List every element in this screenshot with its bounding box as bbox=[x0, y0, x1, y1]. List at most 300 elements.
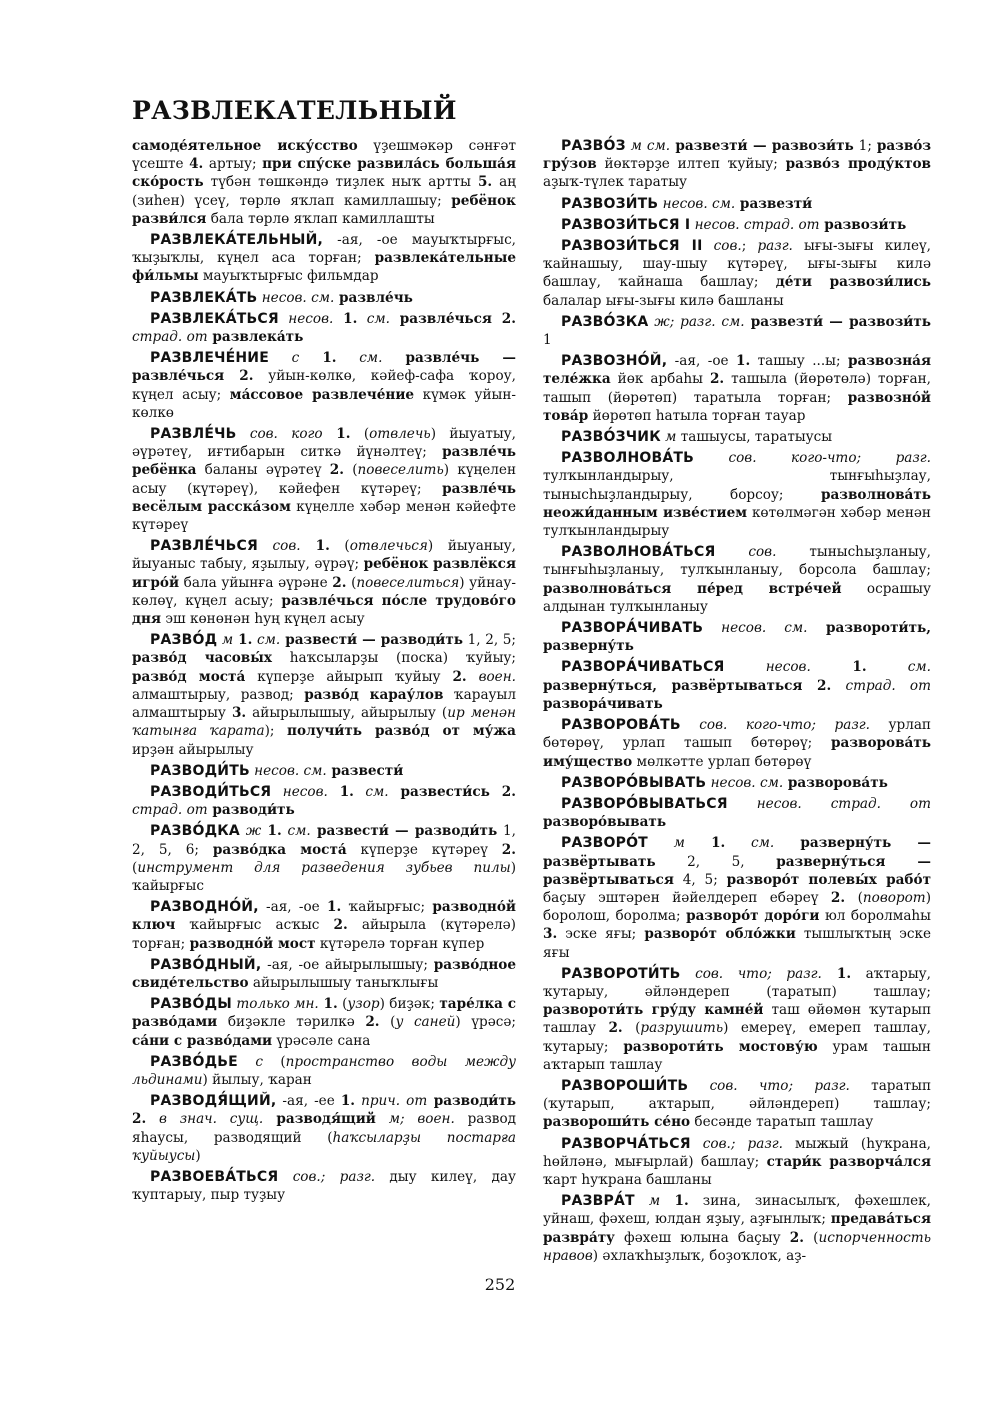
entry-headword: РАЗВО́ЗКА bbox=[561, 313, 649, 330]
entry-text: только мн. bbox=[232, 996, 319, 1013]
entry-text: разво́д карау́лов bbox=[304, 686, 444, 703]
entry-text: разверну́ть — развёртывать bbox=[543, 835, 932, 870]
entry-text: аң (зиһен) үсеү, төрлө яҡлап камиллашыу; bbox=[132, 174, 516, 209]
entry-text: развле́чься 2. bbox=[389, 310, 516, 327]
entry-text: 4. bbox=[189, 156, 204, 173]
entry-text: развести́ bbox=[326, 762, 404, 779]
entry-text: развозно́й това́р bbox=[543, 389, 931, 424]
entry-text: тышлыҡтың эске яғы bbox=[543, 926, 931, 961]
entry-text: ма́ссовое развлече́ние bbox=[229, 386, 415, 403]
entry-text: 1; bbox=[853, 138, 877, 154]
entry-text: һаҡсыларҙы (поска) ҡуйыу; bbox=[271, 650, 516, 667]
entry-text: ташыла (йөрөтөлә) торған, ташып (йөрөтөп) таратыла торған; bbox=[543, 371, 932, 406]
entry-text: см. bbox=[336, 350, 383, 367]
entry-text: аҙыҡ-түлек таратыу bbox=[543, 174, 688, 191]
entry-text: алмаштырыу, развод; bbox=[132, 686, 305, 703]
dictionary-entry bbox=[543, 195, 931, 213]
entry-text: ҡарт һуҡрана башланы bbox=[543, 1171, 712, 1188]
entry-headword: РАЗВОДИ́ТЬ bbox=[150, 762, 250, 779]
entry-text: 1. bbox=[736, 353, 751, 370]
entry-text: 2. bbox=[789, 1229, 804, 1246]
entry-text: ) йыуаныу, йыуаныс табыу, яҙылыу, әүрәү; bbox=[132, 538, 516, 573]
entry-headword: РАЗВО́ДНЫЙ, bbox=[150, 956, 262, 973]
dictionary-entry bbox=[132, 631, 516, 758]
entry-text: несов. см. bbox=[249, 762, 327, 779]
entry-text: артыу; bbox=[203, 156, 263, 173]
entry-text: с bbox=[237, 1053, 263, 1070]
entry-text: осрашыу алдынан тулҡынланыу bbox=[543, 580, 931, 615]
dictionary-entry bbox=[543, 137, 931, 192]
entry-text: развлека́тельные фи́льмы bbox=[132, 250, 516, 285]
entry-text: развезти́ — развози́ть bbox=[744, 313, 931, 330]
entry-headword: РАЗВОЗИ́ТЬСЯ II bbox=[561, 238, 703, 255]
entry-text: поворот bbox=[862, 889, 926, 906]
entry-text: күмәк уйын-көлкө bbox=[132, 386, 517, 421]
entry-text: ( bbox=[379, 1014, 396, 1031]
entry-text: йөрөтөп һатыла торған тауар bbox=[588, 407, 806, 424]
entry-text: отвлечься bbox=[349, 538, 428, 555]
entry-text: ташыусы, таратыусы bbox=[676, 429, 833, 446]
entry-text: де́ти развози́лись bbox=[775, 274, 931, 291]
dictionary-entry bbox=[543, 834, 931, 961]
entry-text: разволнова́ть неожи́данным изве́стием bbox=[543, 486, 931, 521]
entry-headword: РАЗВОЗИ́ТЬ bbox=[561, 195, 659, 212]
entry-text: бала төрлө яҡлап камиллашты bbox=[206, 210, 435, 227]
entry-text: разводя́щий bbox=[263, 1111, 376, 1128]
entry-text: эш көнөнән һуң күңел асыу bbox=[161, 611, 365, 628]
entry-text: страд. от bbox=[132, 329, 208, 346]
entry-headword: РАЗВЛЕ́ЧЬ bbox=[150, 426, 237, 443]
entry-text: 4, 5; bbox=[673, 871, 727, 888]
entry-text: бала уйынға әүрәне bbox=[179, 574, 333, 591]
entry-text: м bbox=[634, 1193, 661, 1210]
entry-text: страд. от bbox=[831, 677, 931, 694]
entry-text: ( bbox=[346, 574, 357, 591]
entry-text: см. bbox=[357, 310, 390, 327]
entry-text: стари́к разворча́лся bbox=[766, 1153, 931, 1170]
entry-text: ) үрәсә; bbox=[455, 1014, 516, 1031]
entry-text: 1. bbox=[327, 783, 354, 800]
entry-text: ығы-зығы килеү, ҡайнашыу, шау-шыу күтәреү, ығы-зығы килә башлау, ҡайнаша башлау; bbox=[543, 238, 931, 291]
entry-text: үҙешмәкәр сәнғәт үсеште bbox=[132, 138, 516, 173]
entry-text: развезти́ — развози́ть bbox=[670, 138, 854, 154]
entry-headword: РАЗВОРОШИ́ТЬ bbox=[561, 1077, 689, 1094]
entry-text: ( bbox=[804, 1229, 819, 1246]
entry-text: таре́лка с разво́дами bbox=[132, 996, 517, 1031]
entry-text: 1. bbox=[261, 823, 282, 840]
entry-text: разво́д часовы́х bbox=[132, 650, 272, 667]
entry-headword: РАЗВОЕВА́ТЬСЯ bbox=[150, 1168, 279, 1185]
entry-headword: РАЗВО́ЗЧИК bbox=[561, 429, 661, 446]
dictionary-entry bbox=[543, 716, 931, 771]
entry-text: развле́чь — развле́чься 2. bbox=[132, 350, 516, 385]
entry-text: страд. от bbox=[132, 802, 208, 819]
entry-text: в знач. сущ. bbox=[146, 1111, 264, 1128]
entry-text: ирҙән айырылыу bbox=[132, 741, 254, 758]
entry-text: испорченность нравов bbox=[543, 1229, 931, 1264]
entry-text: при спу́ске развила́сь больша́я ско́рость bbox=[132, 156, 516, 191]
entry-text: са́ни с разво́дами bbox=[132, 1032, 273, 1049]
entry-headword: РАЗВО́ДЫ bbox=[150, 996, 232, 1013]
entry-text: см. bbox=[353, 783, 389, 800]
entry-headword: РАЗВЛЕКА́ТЬ bbox=[150, 289, 258, 306]
entry-text: айырылышыу таныҡлығы bbox=[248, 974, 439, 991]
dictionary-entry bbox=[132, 1092, 516, 1165]
entry-text: мыжый (һуҡрана, һөйләнә, мығырлай) башлау; bbox=[543, 1135, 931, 1170]
entry-text: развора́чивать bbox=[543, 695, 663, 712]
entry-text: развороти́ть гру́ду камне́й bbox=[543, 1002, 764, 1019]
entry-text: 1. bbox=[684, 835, 726, 852]
entry-headword: РАЗВОРА́ЧИВАТЬ bbox=[561, 620, 704, 637]
entry-text: аҡтарыу, ҡутарыу, әйләндереп (таратып) ташлау; bbox=[543, 965, 932, 1000]
entry-text: м; воен. bbox=[375, 1111, 455, 1128]
entry-text: м bbox=[217, 632, 234, 649]
entry-headword: РАЗВОДИ́ТЬСЯ bbox=[150, 783, 272, 800]
dictionary-entry bbox=[543, 774, 931, 792]
dictionary-entry bbox=[543, 428, 931, 446]
entry-text: таш өйөмөн ҡутарып ташлау bbox=[543, 1002, 932, 1037]
entry-text: ж bbox=[239, 823, 262, 840]
entry-text: һаҡсыларҙы постарға ҡуйыусы bbox=[132, 1129, 516, 1164]
entry-headword: РАЗВОРЧА́ТЬСЯ bbox=[561, 1135, 691, 1152]
entry-text: см. bbox=[866, 659, 931, 676]
entry-text: разверну́ться, развёртываться 2. bbox=[543, 677, 832, 694]
entry-text: 2. bbox=[709, 371, 725, 388]
entry-text: 2. bbox=[830, 889, 846, 906]
entry-text: айырылышыу, айырылыу ( bbox=[246, 705, 448, 722]
entry-text: ребёнок развлёкся игро́й bbox=[132, 556, 516, 591]
entry-text: разводно́й ключ bbox=[132, 899, 516, 934]
entry-text: баҫыу эштәрен йәйелдереп ебәреү bbox=[543, 889, 831, 906]
entry-text: ҡайырғыс; bbox=[341, 899, 433, 916]
entry-headword: РАЗВО́Д bbox=[150, 632, 218, 649]
entry-text: 2. bbox=[333, 917, 348, 934]
entry-headword: РАЗВЛЕЧЕ́НИЕ bbox=[150, 350, 269, 367]
entry-text: у саней bbox=[395, 1014, 456, 1031]
entry-text: разводно́й мост bbox=[189, 935, 316, 952]
entry-text: ( bbox=[845, 889, 863, 906]
entry-text: см. bbox=[281, 823, 311, 840]
entry-headword: РАЗВОДНО́Й, bbox=[150, 899, 259, 916]
entry-headword: РАЗВОРОТИ́ТЬ bbox=[561, 965, 681, 982]
entry-text: эске яғы; bbox=[557, 926, 645, 943]
dictionary-entry bbox=[543, 543, 931, 616]
entry-text: ( bbox=[350, 426, 370, 443]
entry-headword: РАЗВОЗИ́ТЬСЯ I bbox=[561, 216, 691, 233]
entry-text: -ая, -ее bbox=[276, 1093, 341, 1110]
entry-text: тулҡынландырыу, тынғыһыҙлау, тынысһыҙландырыу, борсоу; bbox=[543, 468, 931, 503]
entry-headword: РАЗВРА́Т bbox=[561, 1193, 635, 1210]
entry-text: отвлечь bbox=[369, 426, 431, 443]
entry-headword: РАЗВО́ДЬЕ bbox=[150, 1053, 238, 1070]
entry-text: инструмент для разведения зубьев пилы bbox=[137, 859, 511, 876]
entry-text: 3. bbox=[543, 926, 558, 943]
entry-text: көтөлмәгән хәбәр менән тулҡынландырыу bbox=[543, 504, 931, 540]
entry-text: несов. см. bbox=[703, 620, 808, 637]
dictionary-entry bbox=[132, 762, 516, 780]
entry-headword: РАЗВОРО́Т bbox=[561, 835, 648, 852]
entry-text: 1. bbox=[660, 1193, 689, 1210]
entry-text: развод яһаусы, разводящий ( bbox=[132, 1111, 517, 1146]
entry-text: сов.; разг. bbox=[278, 1168, 376, 1185]
entry-text: получи́ть разво́д от му́жа bbox=[287, 723, 516, 740]
entry-text: разводи́ть bbox=[207, 802, 295, 819]
entry-text: разводи́ть 2. bbox=[132, 1093, 516, 1128]
entry-text: ж; разг. см. bbox=[648, 313, 745, 330]
entry-text: мауыҡтырғыс фильмдар bbox=[198, 268, 379, 285]
dictionary-entry bbox=[543, 449, 931, 540]
entry-text: разво́з гру́зов bbox=[543, 138, 932, 173]
entry-text: с bbox=[268, 350, 300, 367]
dictionary-entry bbox=[132, 898, 516, 953]
entry-text: сов. кого-что; разг. bbox=[680, 717, 870, 734]
entry-text: күтәрелә торған күпер bbox=[315, 935, 485, 952]
right-column bbox=[543, 137, 931, 1268]
entry-text: ( bbox=[132, 859, 138, 876]
entry-text: развле́чь bbox=[334, 289, 413, 306]
entry-text: м см. bbox=[625, 138, 671, 154]
entry-text: урам ташын аҡтарып ташлау bbox=[543, 1038, 931, 1073]
entry-text: разво́дное свиде́тельство bbox=[132, 956, 516, 991]
entry-text: развози́ть bbox=[819, 216, 907, 233]
dictionary-entry bbox=[132, 425, 516, 534]
entry-text: тынысһыҙланыу, тынғыһыҙланыу, тулҡынланыу, борсола башлау; bbox=[543, 544, 931, 579]
dictionary-entry bbox=[132, 310, 516, 346]
entry-text: ) ҡайырғыс bbox=[132, 859, 516, 894]
dictionary-entry bbox=[132, 1168, 516, 1204]
entry-text: 1. bbox=[327, 899, 342, 916]
entry-text: ( bbox=[622, 1020, 641, 1037]
entry-headword: РАЗВОРО́ВЫВАТЬСЯ bbox=[561, 795, 728, 812]
entry-text: -ая, -ое айырылышыу; bbox=[261, 956, 434, 973]
entry-text: сов. bbox=[715, 544, 777, 561]
entry-text: несов. bbox=[278, 310, 334, 327]
entry-text: развле́чь ребёнка bbox=[132, 444, 516, 479]
entry-text: ( bbox=[262, 1053, 286, 1070]
entry-headword: РАЗВОЛНОВА́ТЬ bbox=[561, 450, 694, 467]
entry-text: развозна́я теле́жка bbox=[543, 353, 931, 388]
entry-text: -ая, -ое bbox=[258, 899, 327, 916]
entry-text: ир менән ҡатынға ҡарата bbox=[132, 705, 517, 740]
page-title: РАЗВЛЕКАТЕЛЬНЫЙ bbox=[132, 96, 457, 125]
entry-text: сов. кого-что; разг. bbox=[694, 450, 931, 467]
entry-text: балалар ығы-зығы килә башланы bbox=[543, 292, 784, 309]
entry-text: несов. bbox=[271, 783, 328, 800]
entry-text: развлека́ть bbox=[207, 329, 304, 346]
left-column bbox=[132, 137, 516, 1207]
entry-text: сов. bbox=[702, 238, 742, 255]
entry-text: ( bbox=[337, 996, 348, 1013]
dictionary-entry bbox=[543, 1135, 931, 1190]
entry-text: разворо́т полевы́х рабо́т bbox=[726, 871, 931, 888]
entry-text: пространство воды между льдинами bbox=[132, 1053, 516, 1088]
entry-text: самоде́ятельное иску́сство bbox=[132, 138, 358, 154]
entry-text: ) емереү, емереп ташлау, ҡутарыу; bbox=[543, 1020, 931, 1055]
entry-text: үрәсәле сана bbox=[272, 1032, 371, 1049]
entry-text: 5. bbox=[477, 174, 493, 191]
entry-text: 2. bbox=[329, 462, 344, 479]
dictionary-entry bbox=[543, 237, 931, 310]
dictionary-entry bbox=[132, 231, 516, 286]
entry-text: разво́дка моста́ bbox=[212, 841, 347, 858]
entry-headword: РАЗВОДЯ́ЩИЙ, bbox=[150, 1093, 277, 1110]
entry-text: развороши́ть се́но bbox=[543, 1114, 691, 1131]
entry-text: ҡайырғыс асҡыс bbox=[175, 917, 334, 934]
entry-text: разверну́ться — развёртываться bbox=[543, 853, 931, 888]
entry-text: дыу килеү, дау ҡуптарыу, пыр туҙыу bbox=[132, 1168, 516, 1204]
entry-text: күперҙе күтәреү bbox=[346, 841, 502, 858]
entry-text: разворо́т обло́жки bbox=[644, 926, 796, 943]
entry-text: айырыла (күтәрелә) торған; bbox=[132, 917, 516, 952]
entry-text: несов. см. bbox=[658, 195, 736, 212]
entry-text: 2. bbox=[452, 668, 467, 685]
dictionary-entry bbox=[132, 956, 516, 992]
entry-text: разво́з проду́ктов bbox=[785, 156, 932, 173]
entry-headword: РАЗВО́З bbox=[561, 138, 626, 154]
entry-text: развороти́ть, разверну́ть bbox=[543, 620, 931, 655]
entry-text: развезти́ bbox=[735, 195, 813, 212]
entry-text: 1. bbox=[300, 538, 330, 555]
entry-text: фәхеш юлына баҫыу bbox=[614, 1229, 790, 1246]
entry-headword: РАЗВЛЕ́ЧЬСЯ bbox=[150, 538, 258, 555]
entry-text: см. bbox=[725, 835, 775, 852]
entry-text: ) йыуатыу, әүрәтеү, иғтибарын ситкә йүнәлтеү; bbox=[132, 426, 516, 461]
entry-headword: РАЗВЛЕКА́ТЕЛЬНЫЙ, bbox=[150, 232, 324, 249]
dictionary-entry bbox=[132, 783, 516, 819]
dictionary-entry bbox=[543, 619, 931, 655]
entry-text: 2. bbox=[365, 1014, 380, 1031]
entry-text: таратып (ҡутарып, аҡтарып, әйләндереп) ташлау; bbox=[543, 1077, 932, 1113]
dictionary-entry bbox=[132, 1053, 516, 1089]
entry-text: ребёнок разви́лся bbox=[132, 192, 516, 227]
entry-text: ) боролош, боролма; bbox=[543, 889, 932, 925]
entry-text: разворова́ть иму́щество bbox=[543, 735, 931, 770]
entry-text: 1 bbox=[543, 332, 552, 349]
entry-text: ) әхлаҡһыҙлыҡ, боҙоҡлоҡ, аҙ- bbox=[592, 1247, 807, 1264]
entry-text: 2. bbox=[501, 841, 516, 858]
entry-headword: РАЗВОРА́ЧИВАТЬСЯ bbox=[561, 659, 725, 676]
entry-text: баланы әүрәтеү bbox=[196, 462, 330, 479]
dictionary-entry bbox=[132, 995, 516, 1050]
entry-text: сов.; разг. bbox=[690, 1135, 783, 1152]
entry-text: разрушить bbox=[640, 1020, 724, 1037]
entry-text: развести́сь 2. bbox=[388, 783, 516, 800]
entry-text: узор bbox=[347, 996, 380, 1013]
entry-text: 2. bbox=[608, 1020, 623, 1037]
entry-text: развле́чь весёлым расска́зом bbox=[132, 480, 516, 515]
entry-text: развести́ — разводи́ть bbox=[310, 823, 498, 840]
entry-text: см. bbox=[252, 632, 281, 649]
entry-text: 1. bbox=[810, 659, 867, 676]
entry-text: 2. bbox=[332, 574, 347, 591]
entry-text: ҡарауыл алмаштырыу bbox=[132, 686, 517, 722]
dictionary-entry bbox=[543, 795, 931, 831]
entry-text: разво́д моста́ bbox=[132, 668, 246, 685]
entry-text: күперҙе айырып ҡуйыу bbox=[245, 668, 453, 685]
entry-text: ( bbox=[329, 538, 350, 555]
entry-headword: РАЗВОЛНОВА́ТЬСЯ bbox=[561, 544, 716, 561]
entry-text: повеселиться bbox=[356, 574, 460, 591]
dictionary-entry bbox=[543, 1077, 931, 1132]
entry-text: разг. bbox=[757, 238, 793, 255]
entry-headword: РАЗВОРО́ВЫВАТЬ bbox=[561, 774, 707, 791]
entry-text: разворо́вывать bbox=[543, 814, 667, 831]
dictionary-entry bbox=[132, 349, 516, 422]
entry-headword: РАЗВЛЕКА́ТЬСЯ bbox=[150, 310, 279, 327]
dictionary-entry bbox=[543, 965, 931, 1074]
dictionary-entry bbox=[132, 289, 516, 307]
entry-text: бесәнде таратып ташлау bbox=[690, 1114, 874, 1131]
entry-text: йөктәрҙе илтеп ҡуйыу; bbox=[596, 156, 786, 173]
entry-headword: РАЗВОЗНО́Й, bbox=[561, 353, 668, 370]
entry-text: юл боролмаһы bbox=[819, 908, 931, 925]
entry-text: повеселить bbox=[357, 462, 444, 479]
entry-text: ) йылыу, ҡаран bbox=[202, 1071, 312, 1088]
entry-text: йөк арбаһы bbox=[610, 371, 710, 388]
entry-text: развороти́ть мостову́ю bbox=[623, 1038, 818, 1055]
entry-text: -ая, -ое мауыҡтырғыс, ҡыҙыҡлы, күңел аса торған; bbox=[132, 232, 516, 267]
page-number: 252 bbox=[484, 1275, 516, 1294]
entry-text: биҙәкле тәрилкә bbox=[217, 1014, 366, 1031]
dictionary-entry bbox=[543, 313, 931, 349]
dictionary-entry bbox=[132, 537, 516, 628]
entry-headword: РАЗВОРОВА́ТЬ bbox=[561, 717, 681, 734]
entry-text: несов. страд. от bbox=[690, 216, 820, 233]
entry-text: сов. что; разг. bbox=[688, 1077, 850, 1094]
entry-text: 1. bbox=[333, 310, 358, 327]
entry-text: 1. bbox=[821, 965, 852, 982]
entry-text: 2, 5, bbox=[655, 853, 777, 870]
entry-text: ) bbox=[195, 1147, 201, 1164]
dictionary-entry bbox=[543, 216, 931, 234]
entry-text: ); bbox=[264, 723, 288, 740]
dictionary-entry bbox=[132, 822, 516, 895]
entry-text: 1. bbox=[340, 1093, 356, 1110]
entry-text: -ая, -ое bbox=[667, 353, 736, 370]
dictionary-entry bbox=[543, 352, 931, 425]
entry-text: зина, зинасылыҡ, фәхешлек, уйнаш, фәхеш, юлдан яҙыу, аҙғынлыҡ; bbox=[543, 1193, 931, 1228]
entry-text: мөлкәтте урлап бөтөрөү bbox=[632, 753, 812, 770]
entry-text: несов. см. bbox=[706, 774, 784, 791]
entry-text: несов. bbox=[724, 659, 811, 676]
entry-text: ) уйнау-көлөү, күңел асыу; bbox=[132, 574, 516, 609]
entry-text: урлап бөтөрөү, урлап ташып бөтөрөү; bbox=[543, 717, 931, 752]
entry-text: 1. bbox=[299, 350, 337, 367]
dictionary-entry bbox=[132, 137, 516, 228]
entry-text: ташыу ...ы; bbox=[750, 353, 849, 370]
entry-headword: РАЗВО́ДКА bbox=[150, 823, 240, 840]
entry-text: разворо́т доро́ги bbox=[686, 908, 820, 925]
dictionary-entry bbox=[543, 658, 931, 713]
entry-text: ) биҙәк; bbox=[379, 996, 440, 1013]
entry-text: сов. кого bbox=[236, 426, 323, 443]
entry-text: 3. bbox=[231, 705, 247, 722]
entry-text: несов. см. bbox=[257, 289, 335, 306]
entry-text: ) күңелен асыу (күтәреү), кәйефен күтәреү; bbox=[132, 462, 517, 497]
entry-text: разворова́ть bbox=[783, 774, 888, 791]
entry-text: развести́ — разводи́ть bbox=[280, 632, 464, 649]
entry-text: 1, 2, 5, 6; bbox=[132, 823, 516, 858]
entry-text: предава́ться развра́ту bbox=[543, 1211, 931, 1246]
entry-text: 1. bbox=[322, 426, 351, 443]
entry-text: 1. bbox=[318, 996, 338, 1013]
entry-text: түбән төшкәндә тиҙлек ныҡ артты bbox=[203, 174, 478, 191]
entry-text: воен. bbox=[466, 668, 516, 685]
entry-text: разволнова́ться пе́ред встре́чей bbox=[543, 580, 842, 597]
entry-text: м bbox=[660, 429, 677, 446]
entry-text: ( bbox=[343, 462, 358, 479]
entry-text: прич. от bbox=[355, 1093, 428, 1110]
